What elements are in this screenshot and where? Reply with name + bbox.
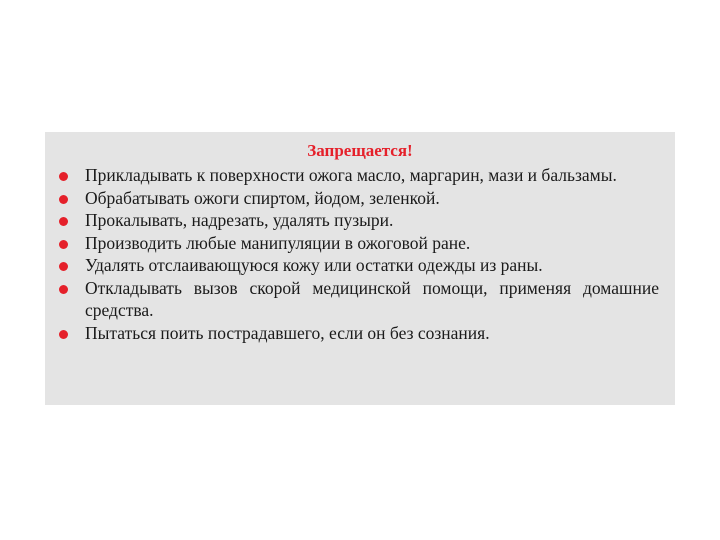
list-item: [55, 164, 665, 187]
prohibitions-panel: [45, 132, 675, 405]
list-item-text: Прокалывать, надрезать, удалять пузыри.: [85, 210, 394, 230]
list-item: [55, 277, 665, 322]
prohibitions-list: [55, 164, 665, 344]
bullet-icon: [59, 240, 68, 249]
list-item-text: Обрабатывать ожоги спиртом, йодом, зеленкой.: [85, 187, 440, 208]
bullet-icon: [59, 172, 68, 181]
bullet-icon: [59, 285, 68, 294]
bullet-icon: [59, 217, 68, 226]
bullet-icon: [59, 195, 68, 204]
bullet-icon: [59, 330, 68, 339]
list-item-text: Откладывать вызов скорой медицинской помощи, применяя домашние средства.: [85, 277, 659, 320]
list-item-text: Прикладывать к поверхности ожога масло, маргарин, мази и бальзамы.: [85, 165, 617, 185]
list-item: [55, 209, 665, 232]
list-item: [55, 187, 665, 210]
list-item: [55, 322, 665, 345]
list-item: [55, 254, 665, 277]
panel-heading: Запрещается!: [307, 141, 413, 160]
list-item-text: Производить любые манипуляции в ожоговой ране.: [85, 232, 471, 253]
list-item-text: Пытаться поить пострадавшего, если он без сознания.: [85, 322, 490, 343]
list-item: [55, 232, 665, 255]
list-item-text: Удалять отслаивающуюся кожу или остатки одежды из раны.: [85, 255, 543, 275]
bullet-icon: [59, 262, 68, 271]
